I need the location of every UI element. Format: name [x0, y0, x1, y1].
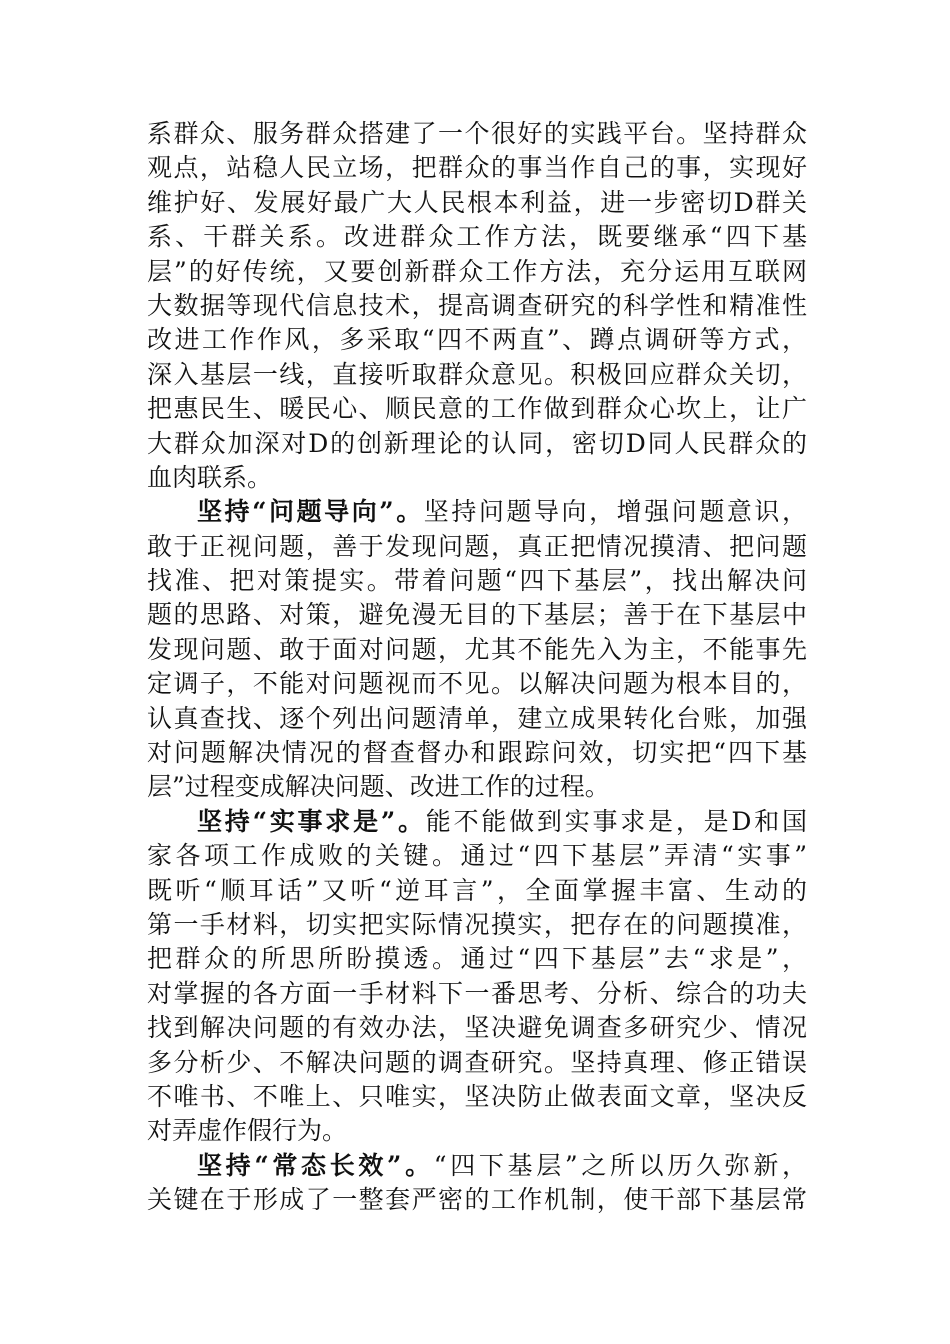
line-text: 认真查找、逐个列出问题清单，建立成果转化台账，加强: [147, 703, 807, 733]
text-line: [147, 1183, 807, 1217]
line-text: 维护好、发展好最广大人民根本利益，进一步密切D群关: [147, 187, 807, 217]
line-text: 观点，站稳人民立场，把群众的事当作自己的事，实现好: [147, 153, 807, 183]
line-text: 找准、把对策提实。带着问题“四下基层”，找出解决问: [147, 566, 807, 596]
text-line: [147, 289, 807, 323]
paragraph: [147, 805, 807, 1149]
text-line: [147, 392, 807, 426]
line-text: 大群众加深对D的创新理论的认同，密切D同人民群众的: [147, 428, 807, 458]
line-text: 第一手材料，切实把实际情况摸实，把存在的问题摸准，: [147, 909, 807, 939]
line-text: 既听“顺耳话”又听“逆耳言”，全面掌握丰富、生动的: [147, 875, 807, 905]
line-text: 层”的好传统，又要创新群众工作方法，充分运用互联网: [147, 256, 807, 286]
line-text: 发现问题、敢于面对问题，尤其不能先入为主，不能事先: [147, 634, 807, 664]
line-text: “四下基层”之所以历久弥新，: [433, 1150, 807, 1180]
text-line: [147, 942, 807, 976]
paragraph: [147, 1149, 807, 1218]
text-line: [147, 839, 807, 873]
line-text: 对问题解决情况的督查督办和跟踪问效，切实把“四下基: [147, 738, 807, 768]
text-line: [147, 770, 807, 804]
line-text: 把群众的所思所盼摸透。通过“四下基层”去“求是”，: [147, 944, 807, 974]
line-text: 不唯书、不唯上、只唯实，坚决防止做表面文章，坚决反: [147, 1081, 807, 1111]
text-line: [147, 461, 807, 495]
text-line: [147, 702, 807, 736]
line-text: 改进工作作风，多采取“四不两直”、蹲点调研等方式，: [147, 325, 807, 355]
text-line: [147, 598, 807, 632]
text-line: [147, 633, 807, 667]
line-text: 敢于正视问题，善于发现问题，真正把情况摸清、把问题: [147, 531, 807, 561]
line-text: 深入基层一线，直接听取群众意见。积极回应群众关切，: [147, 359, 807, 389]
line-text: 大数据等现代信息技术，提高调查研究的科学性和精准性: [147, 290, 807, 320]
line-text: 系、干群关系。改进群众工作方法，既要继承“四下基: [147, 222, 807, 252]
line-text: 家各项工作成败的关键。通过“四下基层”弄清“实事”: [147, 841, 807, 871]
line-text: 题的思路、对策，避免漫无目的下基层；善于在下基层中: [147, 600, 807, 630]
text-line: [147, 495, 807, 529]
text-line: [147, 530, 807, 564]
paragraph-heading: 坚持“问题导向”。: [197, 497, 424, 527]
text-line: [147, 667, 807, 701]
line-text: 对弄虚作假行为。: [147, 1116, 348, 1146]
text-line: [147, 186, 807, 220]
paragraph-heading: 坚持“常态长效”。: [197, 1150, 434, 1180]
line-text: 血肉联系。: [147, 462, 273, 492]
text-line: [147, 323, 807, 357]
text-line: [147, 1149, 807, 1183]
text-line: [147, 358, 807, 392]
body-text: [147, 117, 807, 1218]
line-text: 找到解决问题的有效办法，坚决避免调查多研究少、情况: [147, 1013, 807, 1043]
paragraph: [147, 117, 807, 495]
text-line: [147, 151, 807, 185]
text-line: [147, 736, 807, 770]
text-line: [147, 805, 807, 839]
text-line: [147, 977, 807, 1011]
text-line: [147, 874, 807, 908]
line-text: 系群众、服务群众搭建了一个很好的实践平台。坚持群众: [147, 119, 807, 148]
line-text: 多分析少、不解决问题的调查研究。坚持真理、修正错误: [147, 1047, 807, 1077]
text-line: [147, 220, 807, 254]
line-text: 关键在于形成了一整套严密的工作机制，使干部下基层常: [147, 1185, 807, 1215]
text-line: [147, 908, 807, 942]
text-line: [147, 117, 807, 151]
text-line: [147, 1011, 807, 1045]
line-text: 层”过程变成解决问题、改进工作的过程。: [147, 772, 610, 802]
text-line: [147, 564, 807, 598]
paragraph-heading: 坚持“实事求是”。: [197, 806, 426, 836]
text-line: [147, 1080, 807, 1114]
line-text: 对掌握的各方面一手材料下一番思考、分析、综合的功夫: [147, 978, 807, 1008]
line-text: 把惠民生、暖民心、顺民意的工作做到群众心坎上，让广: [147, 394, 807, 424]
text-line: [147, 1046, 807, 1080]
paragraph: [147, 495, 807, 805]
text-line: [147, 427, 807, 461]
line-text: 坚持问题导向，增强问题意识，: [423, 497, 807, 527]
line-text: 定调子，不能对问题视而不见。以解决问题为根本目的，: [147, 669, 807, 699]
text-line: [147, 1114, 807, 1148]
line-text: 能不能做到实事求是，是D和国: [425, 806, 807, 836]
text-line: [147, 255, 807, 289]
